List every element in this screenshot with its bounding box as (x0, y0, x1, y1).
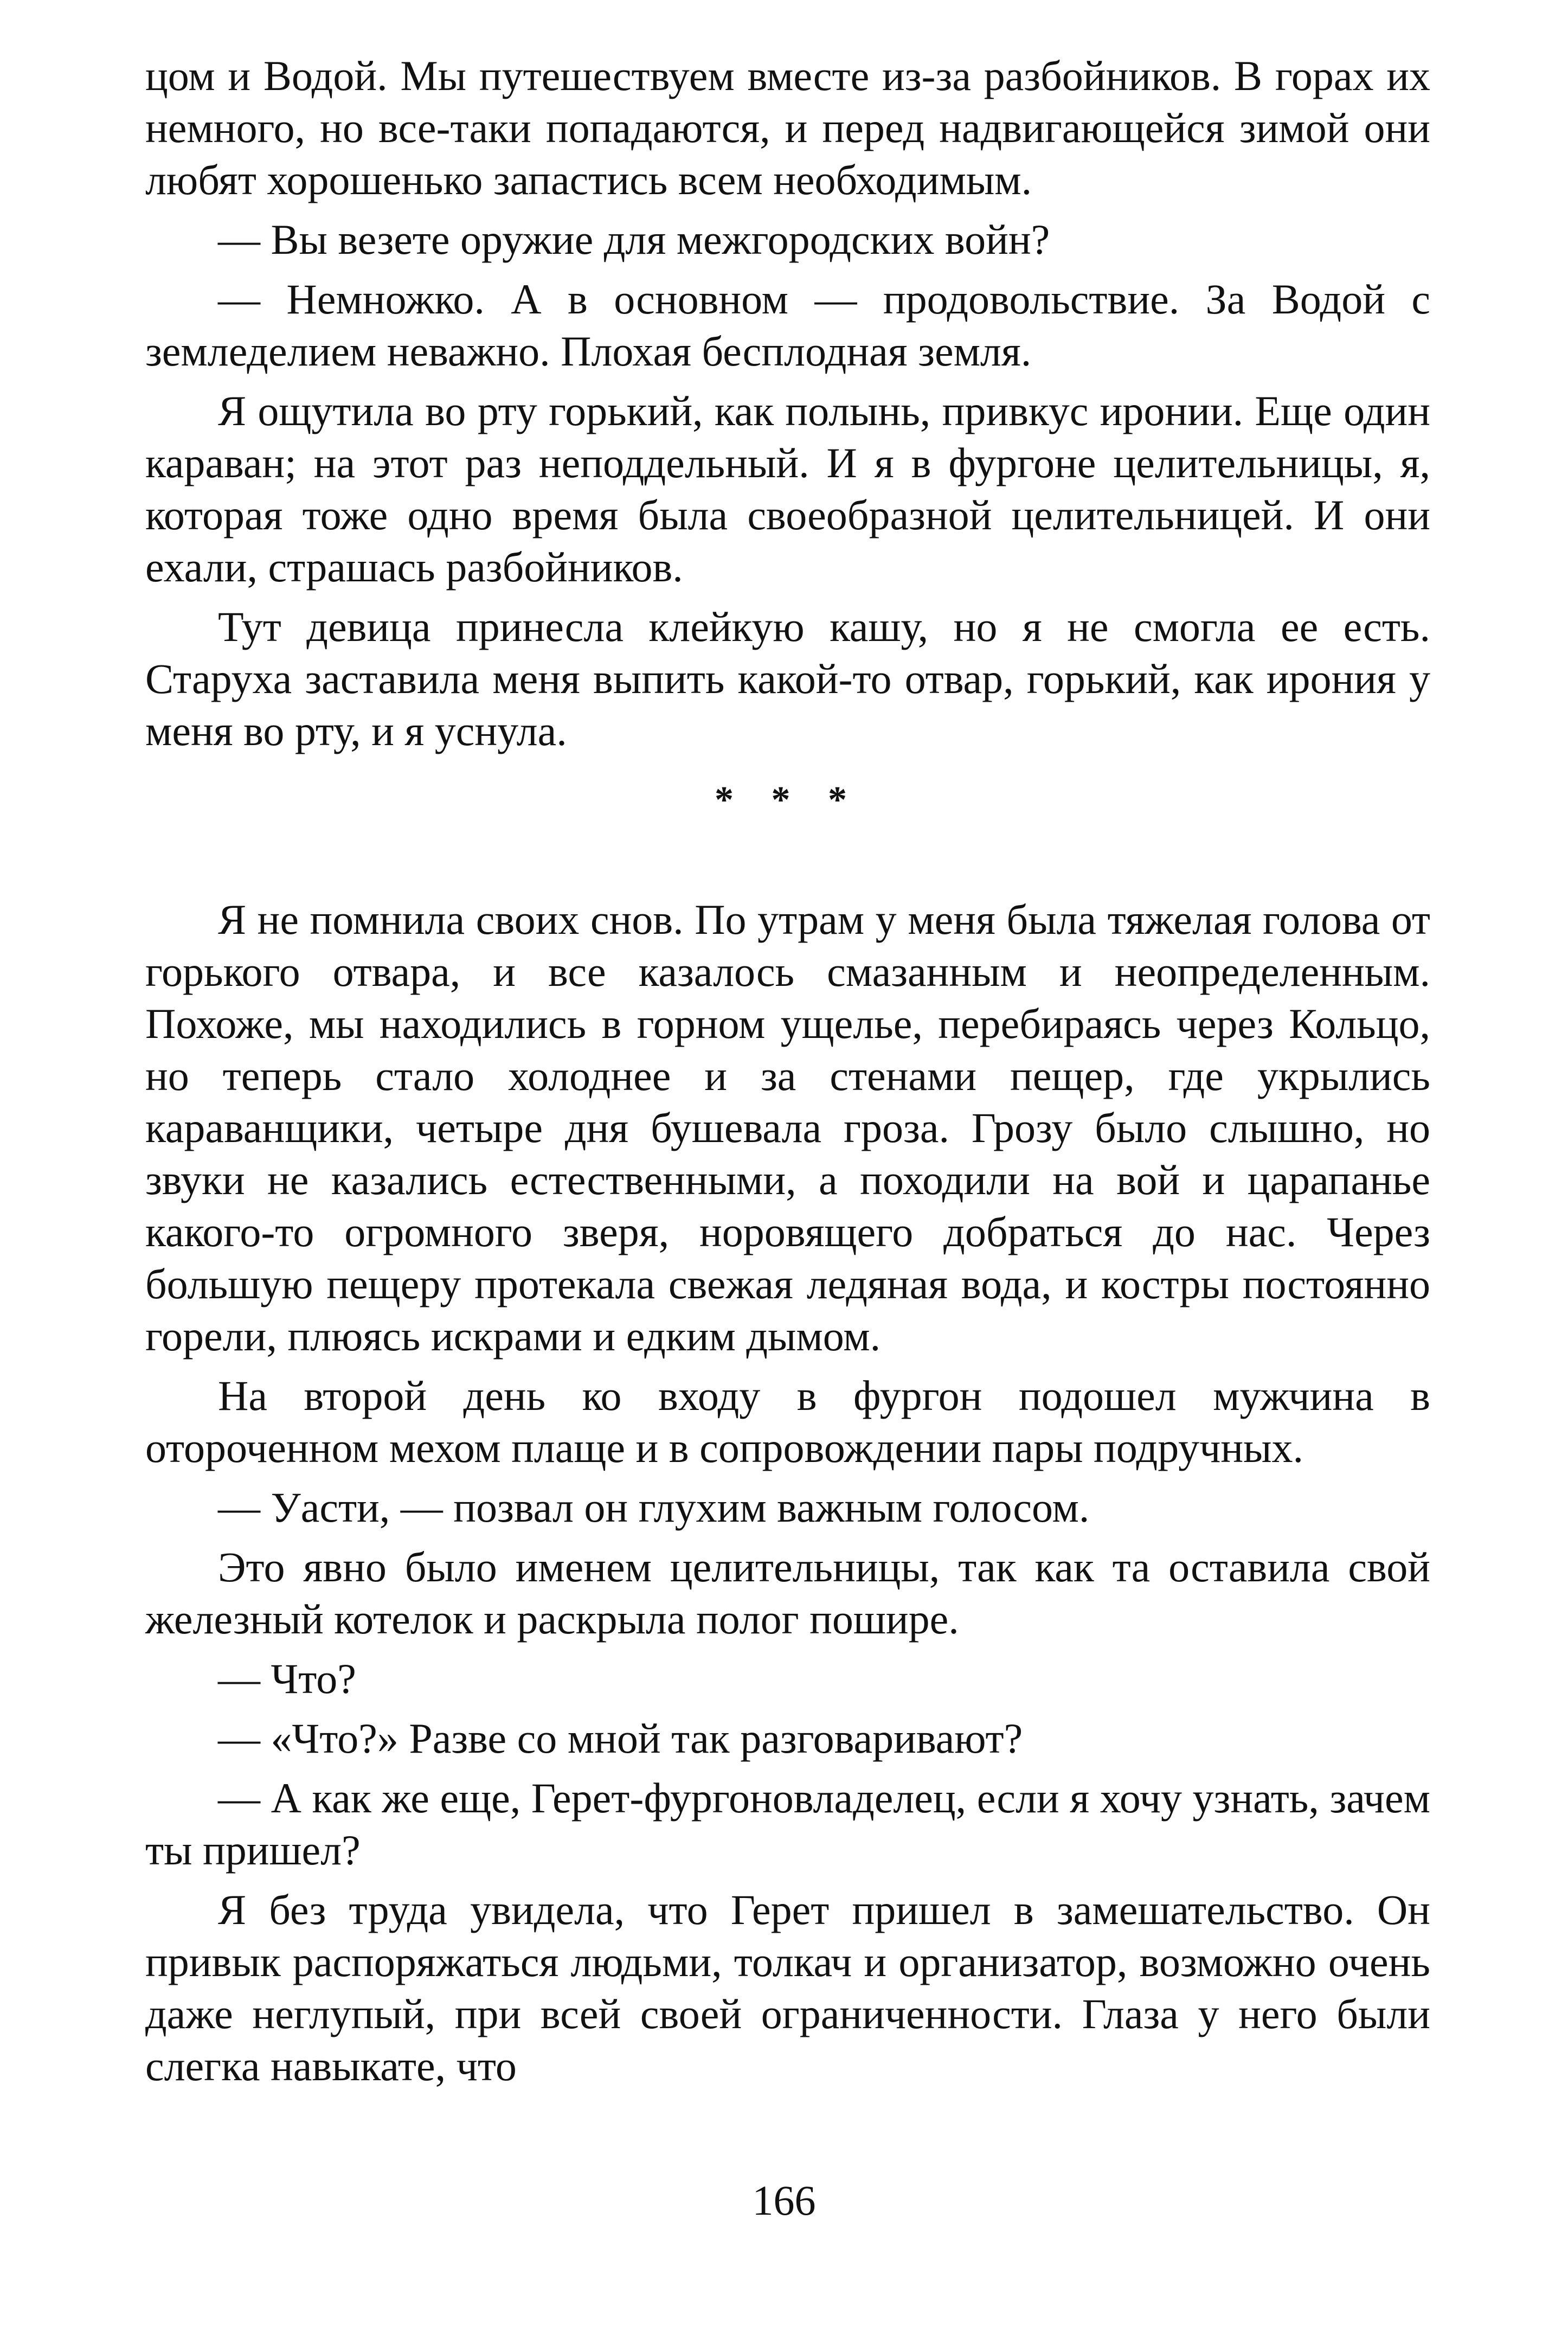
paragraph: Тут девица принесла клейкую кашу, но я не смогла ее есть. Старуха заставила меня выпить какой-то отвар, горький, как ирония у меня во рту, и я уснула. (145, 603, 1430, 754)
paragraph: Я ощутила во рту горький, как полынь, привкус иронии. Еще один караван; на этот раз неподдельный. И я в фургоне целительницы, я, которая тоже одно время была своеобразной целительницей. И они ехали, страшась разбойников. (145, 387, 1430, 591)
paragraph: Я без труда увидела, что Герет пришел в замешательство. Он привык распоряжаться людьми, толкач и организатор, возможно очень даже неглупый, при всей своей ограниченности. Глаза у него были слегка навыкате, что (145, 1886, 1430, 2089)
paragraph: цом и Водой. Мы путешествуем вместе из-за разбойников. В горах их немного, но все-таки попадаются, и перед надвигающейся зимой они любят хорошенько запастись всем необходимым. (145, 52, 1430, 203)
paragraph: — «Что?» Разве со мной так разговаривают? (218, 1715, 1023, 1762)
section-2 (145, 894, 1430, 2092)
paragraph: — Вы везете оружие для межгородских войн? (218, 216, 1050, 263)
section-1 (145, 50, 1430, 757)
paragraph: — Уасти, — позвал он глухим важным голосом. (218, 1484, 1090, 1531)
paragraph: — Немножко. А в основном — продовольствие. За Водой с земледелием неважно. Плохая бесплодная земля. (145, 275, 1430, 375)
page-number: 166 (752, 2177, 816, 2224)
section-divider: * * * (715, 779, 861, 821)
paragraph: На второй день ко входу в фургон подошел мужчина в отороченном мехом плаще и в сопровождении пары подручных. (145, 1372, 1430, 1471)
paragraph: Я не помнила своих снов. По утрам у меня была тяжелая голова от горького отвара, и все казалось смазанным и неопределенным. Похоже, мы находились в горном ущелье, перебираясь через Кольцо, но теперь стало холоднее и за стенами пещер, где укрылись караванщики, четыре дня бушевала гроза. Грозу было слышно, но звуки не казались естественными, а походили на вой и царапанье какого-то огромного зверя, норовящего добраться до нас. Через большую пещеру протекала свежая ледяная вода, и костры постоянно горели, плюясь искрами и едким дымом. (145, 896, 1430, 1360)
paragraph: Это явно было именем целительницы, так как та оставила свой железный котелок и раскрыла полог пошире. (145, 1543, 1430, 1643)
paragraph: — А как же еще, Герет-фургоновладелец, если я хочу узнать, зачем ты пришел? (145, 1774, 1430, 1874)
paragraph: — Что? (218, 1655, 356, 1702)
book-page-body (145, 50, 1430, 2092)
